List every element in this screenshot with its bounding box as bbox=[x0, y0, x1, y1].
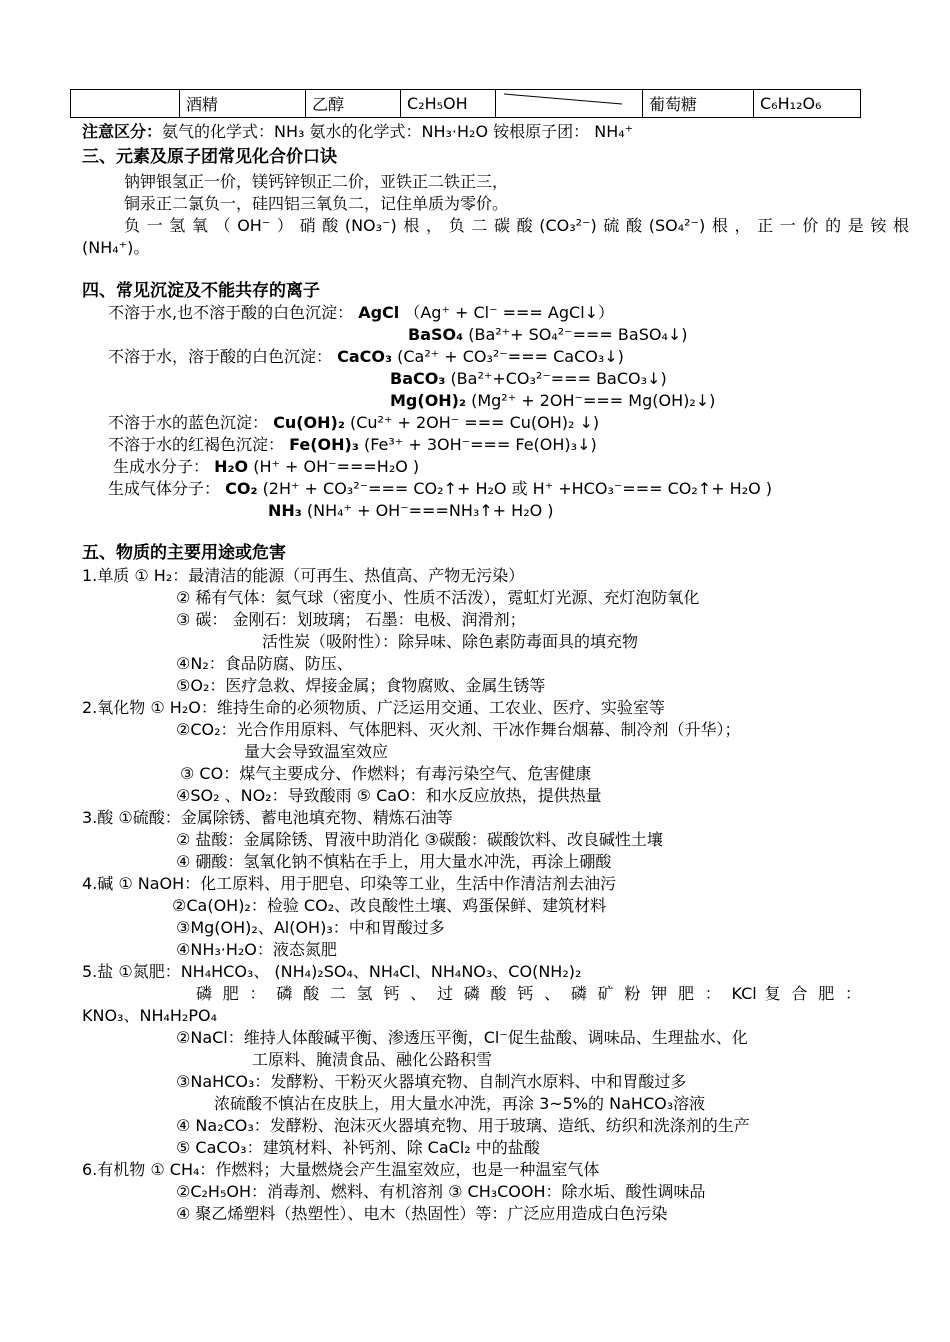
ion-label: 生成气体分子： bbox=[108, 479, 221, 498]
section-4-title: 四、常见沉淀及不能共存的离子 bbox=[82, 281, 320, 301]
precipitate-equation: (Cu²⁺ + 2OH⁻ === Cu(OH)₂ ↓) bbox=[349, 413, 600, 432]
note-line bbox=[82, 121, 633, 143]
table-cell: 乙醇 bbox=[306, 90, 401, 118]
precipitate-row bbox=[108, 412, 599, 434]
precipitate-equation: （Ag⁺ + Cl⁻ === AgCl↓） bbox=[404, 303, 615, 322]
precipitate-row bbox=[408, 324, 688, 346]
precipitate-equation: (Ba²⁺+CO₃²⁻=== BaCO₃↓) bbox=[450, 369, 667, 388]
precipitate-row bbox=[108, 302, 614, 324]
usage-line: KNO₃、NH₄H₂PO₄ bbox=[82, 1006, 217, 1025]
section-3-title: 三、元素及原子团常见化合价口诀 bbox=[82, 147, 337, 167]
usage-line: ③ 碳： 金刚石：划玻璃； 石墨：电极、润滑剂； bbox=[176, 610, 526, 629]
usage-line: 磷 肥 ： 磷 酸 二 氢 钙 、 过 磷 酸 钙 、 磷 矿 粉 钾 肥 ： KCl 复 合 肥 ： bbox=[196, 984, 861, 1003]
precipitate-label: 不溶于水,也不溶于酸的白色沉淀： bbox=[108, 303, 354, 322]
precipitate-equation: (Ba²⁺+ SO₄²⁻=== BaSO₄↓) bbox=[468, 325, 688, 344]
ion-equation: (NH₄⁺ + OH⁻===NH₃↑+ H₂O ) bbox=[306, 501, 554, 520]
table-cell bbox=[71, 90, 180, 118]
ion-label: 生成水分子： bbox=[113, 457, 210, 476]
valence-rhyme-line: 铜汞正二氯负一，硅四铝三氧负二，记住单质为零价。 bbox=[124, 194, 509, 213]
usage-line: 浓硫酸不慎沾在皮肤上，用大量水冲洗，再涂 3~5%的 NaHCO₃溶液 bbox=[214, 1094, 706, 1113]
usage-line: ②CO₂：光合作用原料、气体肥料、灭火剂、干冰作舞台烟幕、制冷剂（升华）； bbox=[176, 720, 741, 739]
ion-equation: (H⁺ + OH⁻===H₂O ) bbox=[253, 457, 420, 476]
usage-line: ③Mg(OH)₂、Al(OH)₃：中和胃酸过多 bbox=[176, 918, 445, 937]
precipitate-formula: CaCO₃ bbox=[337, 347, 392, 366]
note-label: 注意区分： bbox=[82, 122, 163, 141]
precipitate-equation: (Ca²⁺ + CO₃²⁻=== CaCO₃↓) bbox=[397, 347, 624, 366]
precipitate-formula: Mg(OH)₂ bbox=[390, 391, 466, 410]
ion-formula: H₂O bbox=[214, 457, 249, 476]
usage-line: ④ 聚乙烯塑料（热塑性）、电木（热固性）等：广泛应用造成白色污染 bbox=[176, 1204, 668, 1223]
compound-table bbox=[70, 89, 861, 118]
precipitate-equation: (Fe³⁺ + 3OH⁻=== Fe(OH)₃↓) bbox=[363, 435, 597, 454]
ion-row bbox=[268, 500, 554, 522]
table-cell: 葡萄糖 bbox=[643, 90, 754, 118]
usage-line: ② 稀有气体：氦气球（密度小、性质不活泼），霓虹灯光源、充灯泡防氧化 bbox=[176, 588, 700, 607]
usage-line: ②C₂H₅OH：消毒剂、燃料、有机溶剂 ③ CH₃COOH：除水垢、酸性调味品 bbox=[176, 1182, 706, 1201]
usage-line: 6.有机物 ① CH₄：作燃料；大量燃烧会产生温室效应，也是一种温室气体 bbox=[82, 1160, 600, 1179]
ion-formula: CO₂ bbox=[225, 479, 258, 498]
ion-formula: NH₃ bbox=[268, 501, 302, 520]
usage-line: ④SO₂ 、NO₂：导致酸雨 ⑤ CaO：和水反应放热，提供热量 bbox=[176, 786, 602, 805]
precipitate-formula: AgCl bbox=[358, 303, 400, 322]
ion-equation: (2H⁺ + CO₃²⁻=== CO₂↑+ H₂O 或 H⁺ +HCO₃⁻=== CO₂↑+ H₂O ) bbox=[262, 479, 773, 498]
usage-line: 4.碱 ① NaOH：化工原料、用于肥皂、印染等工业，生活中作清洁剂去油污 bbox=[82, 874, 617, 893]
usage-line: ③NaHCO₃：发酵粉、干粉灭火器填充物、自制汽水原料、中和胃酸过多 bbox=[176, 1072, 687, 1091]
note-text: 氨气的化学式：NH₃ 氨水的化学式：NH₃·H₂O 铵根原子团： NH₄⁺ bbox=[162, 122, 634, 141]
usage-line: ③ CO：煤气主要成分、作燃料；有毒污染空气、危害健康 bbox=[180, 764, 592, 783]
table-row bbox=[71, 90, 861, 118]
usage-line: 1.单质 ① H₂：最清洁的能源（可再生、热值高、产物无污染） bbox=[82, 566, 525, 585]
ion-row bbox=[108, 478, 772, 500]
precipitate-row bbox=[390, 390, 715, 412]
precipitate-label: 不溶于水的蓝色沉淀： bbox=[108, 413, 269, 432]
table-cell-slashed bbox=[496, 90, 643, 118]
usage-line: ②Ca(OH)₂：检验 CO₂、改良酸性土壤、鸡蛋保鲜、建筑材料 bbox=[172, 896, 607, 915]
usage-line: 2.氧化物 ① H₂O：维持生命的必须物质、广泛运用交通、工农业、医疗、实验室等 bbox=[82, 698, 665, 717]
precipitate-formula: BaSO₄ bbox=[408, 325, 464, 344]
usage-line: ② 盐酸：金属除锈、胃液中助消化 ③碳酸：碳酸饮料、改良碱性土壤 bbox=[176, 830, 663, 849]
precipitate-formula: Fe(OH)₃ bbox=[289, 435, 359, 454]
ion-row bbox=[113, 456, 419, 478]
usage-line: 5.盐 ①氮肥：NH₄HCO₃、 (NH₄)₂SO₄、NH₄Cl、NH₄NO₃、CO(NH₂)₂ bbox=[82, 962, 582, 981]
valence-rhyme-line: 钠钾银氢正一价，镁钙锌钡正二价，亚铁正二铁正三， bbox=[124, 172, 509, 191]
section-5-title: 五、物质的主要用途或危害 bbox=[82, 543, 286, 563]
precipitate-label: 不溶于水的红褐色沉淀： bbox=[108, 435, 285, 454]
usage-line: ⑤O₂：医疗急救、焊接金属；食物腐败、金属生锈等 bbox=[176, 676, 546, 695]
usage-line: 量大会导致温室效应 bbox=[244, 742, 389, 761]
precipitate-formula: Cu(OH)₂ bbox=[273, 413, 345, 432]
usage-line: 活性炭（吸附性）：除异味、除色素防毒面具的填充物 bbox=[262, 632, 639, 651]
precipitate-row bbox=[390, 368, 667, 390]
precipitate-row bbox=[108, 434, 597, 456]
precipitate-label: 不溶于水，溶于酸的白色沉淀： bbox=[108, 347, 333, 366]
usage-line: ④N₂：食品防腐、防压、 bbox=[176, 654, 353, 673]
valence-rhyme-line: (NH₄⁺)。 bbox=[82, 238, 150, 257]
usage-line: ④ Na₂CO₃：发酵粉、泡沫灭火器填充物、用于玻璃、造纸、纺织和洗涤剂的生产 bbox=[176, 1116, 750, 1135]
precipitate-equation: (Mg²⁺ + 2OH⁻=== Mg(OH)₂↓) bbox=[471, 391, 716, 410]
diagonal-line bbox=[496, 90, 654, 117]
precipitate-formula: BaCO₃ bbox=[390, 369, 446, 388]
usage-line: ④ 硼酸：氢氧化钠不慎粘在手上，用大量水冲洗，再涂上硼酸 bbox=[176, 852, 612, 871]
usage-line: ⑤ CaCO₃：建筑材料、补钙剂、除 CaCl₂ 中的盐酸 bbox=[176, 1138, 540, 1157]
valence-rhyme-line: 负一氢氧（OH⁻）硝酸(NO₃⁻)根，负二碳酸(CO₃²⁻)硫酸(SO₄²⁻)根，正一价的是铵根 bbox=[124, 216, 909, 235]
table-cell: C₂H₅OH bbox=[401, 90, 496, 118]
usage-line: 工原料、腌渍食品、融化公路积雪 bbox=[252, 1050, 493, 1069]
precipitate-row bbox=[108, 346, 624, 368]
usage-line: 3.酸 ①硫酸：金属除锈、蓄电池填充物、精炼石油等 bbox=[82, 808, 453, 827]
usage-line: ④NH₃·H₂O：液态氮肥 bbox=[176, 940, 337, 959]
table-cell: C₆H₁₂O₆ bbox=[754, 90, 861, 118]
usage-line: ②NaCl：维持人体酸碱平衡、渗透压平衡，Cl⁻促生盐酸、调味品、生理盐水、化 bbox=[176, 1028, 748, 1047]
table-cell: 酒精 bbox=[180, 90, 306, 118]
